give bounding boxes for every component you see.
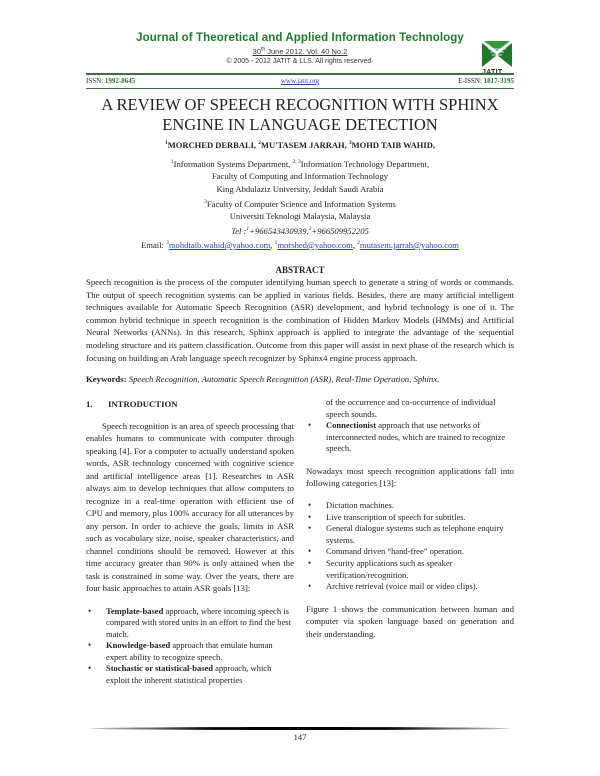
list-item: • Stochastic or statistical-based approach, which exploit the inherent statistical properties <box>86 663 294 686</box>
abstract-text: Speech recognition is the process of the computer identifying human speech to generate a string of words or commands. The output of speech recognition systems can be applied in various fields. Besides, there are many artificial intelligent techniques available for Automatic Speech Recognition (ASR) development, and hybrid technology is one of it. The common hybrid technique in speech recognition is the combination of Hidden Markov Models (HMMs) and Artificial Neural Networks (ANNs). In this research, Sphinx approach is applied to integrate the advantage of the sequential modeling structure and its pattern classification. Outcome from this paper will assist in next phase of the research which is focusing on building an Arab language speech recognizer by Sphinx4 engine process approach. <box>86 277 514 363</box>
author-list: $^1$MORCHED DERBALI, $^2$MU'TASEM JARRAH, $^3$MOHD TAIB WAHID, <box>165 140 435 150</box>
footer-rule <box>88 727 512 730</box>
email-link[interactable]: mohdtaib.wahid@yahoo.com <box>168 240 271 250</box>
right-column <box>306 397 514 640</box>
copyright-notice: © 2005 - 2012 JATIT & LLS. All rights reserved· <box>226 58 374 65</box>
approach-list <box>86 606 294 687</box>
issn-row <box>86 76 514 88</box>
list-item: • Knowledge-based approach that emulate human expert ability to recognize speech. <box>86 640 294 663</box>
intro-paragraph-1: Speech recognition is an area of speech processing that enables humans to communicate with computer through speaking [4]. For a computer to actually understand spoken words, ASR technology concerned with cognitive science and artificial intelligence areas [1]. Researches in ASR always aim to develop techniques that allow computers to recognize in a real-time operation with efficient use of CPU and memory, plus 100% accuracy for all utterances by any person. In order to achieve the goals, limits in ASR such as vocabulary size, noise, speaker characteristics, and channel conditions should be removed. However at this time accuracy greater than 90% is only attained when the task is constrained in some way. Over the years, there are four basic approaches to attain ASR goals [13]: <box>86 420 294 593</box>
list-item: • Live transcription of speech for subtitles. <box>306 512 514 524</box>
affiliations: $^1$Information Systems Department, $^{2, 3}$Information Technology Department, Faculty of Computing and Information Technology King Abdulaziz University, Jeddah Saudi Arabia $^3$Faculty of Computer Science and Information Systems Universiti Teknologi Malaysia, Malaysia Tel :$^1$+966543430939,$^2$+966509952205 <box>0 156 600 237</box>
category-list <box>306 500 514 593</box>
author-name: MU'TASEM JARRAH, <box>260 140 349 150</box>
email-link[interactable]: mutasem.jarrah@yahoo.com <box>359 240 459 250</box>
email-link[interactable]: morshed@yahoo.com <box>277 240 353 250</box>
eissn: E-ISSN: 1817-3195 <box>458 77 514 85</box>
list-item: • Command driven “hand-free” operation. <box>306 546 514 558</box>
journal-title: Journal of Theoretical and Applied Information Technology <box>136 32 464 44</box>
telephone: Tel :$^1$+966543430939,$^2$+966509952205 <box>231 225 369 236</box>
keywords: Keywords: Speech Recognition, Automatic Speech Recognition (ASR), Real-Time Operation, Sphinx. <box>86 374 440 384</box>
list-item: • Connectionist approach that use networks of interconnected nodes, which are trained to recognize speech. <box>306 420 514 455</box>
issue-info: 30th June 2012. Vol. 40 No.2 <box>252 46 348 56</box>
approach-list-continued <box>306 420 514 455</box>
list-item: • Template-based approach, where incoming speech is compared with stored units in an effort to find the best match. <box>86 606 294 641</box>
list-item-continued: of the occurrence and co-occurrence of individual speech sounds. <box>326 397 496 419</box>
list-item: • Security applications such as speaker verification/recognition. <box>306 558 514 581</box>
left-column <box>86 398 294 687</box>
list-item: • General dialogue systems such as telephone enquiry systems. <box>306 523 514 546</box>
abstract-heading: ABSTRACT <box>275 265 325 275</box>
header-rule-top <box>86 73 514 75</box>
email-list: Email: $^3$mohdtaib.wahid@yahoo.com, $^1$morshed@yahoo.com, $^2$mutasem.jarrah@yahoo.com <box>141 240 459 250</box>
intro-paragraph-3: Figure 1 shows the communication between human and computer via spoken language based on generation and their understanding. <box>306 603 514 639</box>
intro-paragraph-2: Nowadays most speech recognition applications fall into following categories [13]: <box>306 465 514 489</box>
author-name: MOHD TAIB WAHID, <box>351 140 435 150</box>
list-item: • Dictation machines. <box>306 500 514 512</box>
website-link[interactable]: www.jatit.org <box>280 77 320 85</box>
page-number: 147 <box>293 732 307 742</box>
author-name: MORCHED DERBALI, <box>167 140 259 150</box>
paper-title: A REVIEW OF SPEECH RECOGNITION WITH SPHINX ENGINE IN LANGUAGE DETECTION <box>101 95 499 134</box>
header-rule-bottom <box>86 88 514 89</box>
list-item: • Archive retrieval (voice mail or video clips). <box>306 581 514 593</box>
issn: ISSN: 1992-8645 <box>86 77 136 85</box>
jatit-logo-icon <box>480 39 514 73</box>
section-heading: 1. INTRODUCTION <box>86 399 178 409</box>
